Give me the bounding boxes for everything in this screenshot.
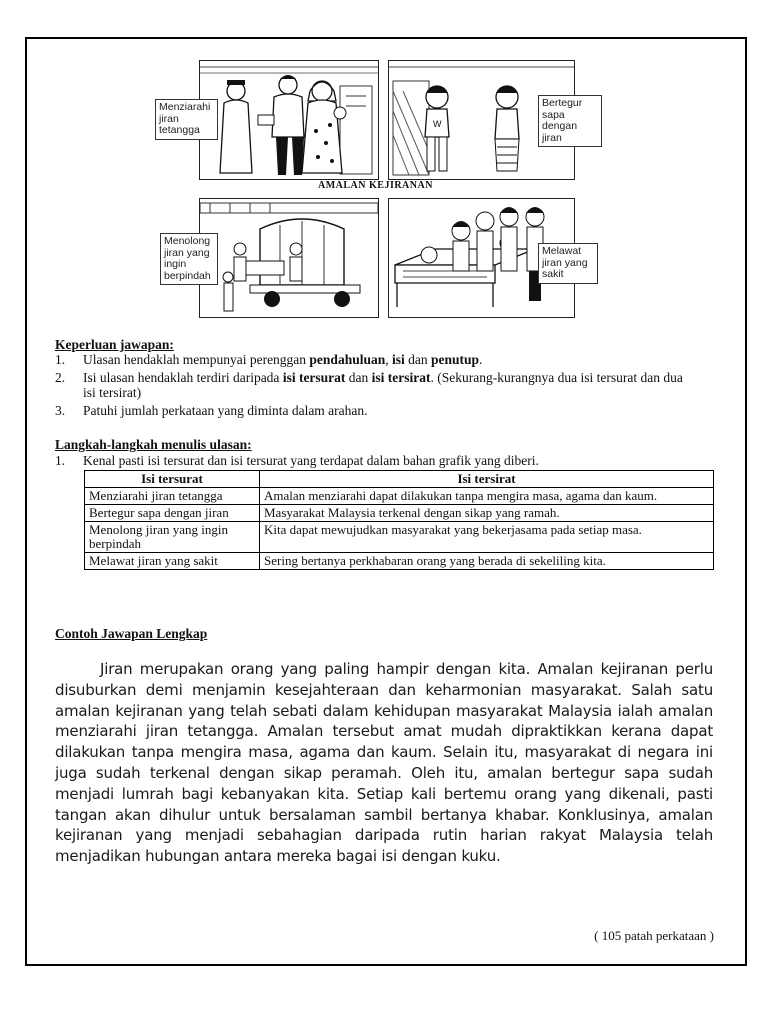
panel-menolong (199, 198, 379, 318)
illustration-move (200, 199, 378, 317)
keperluan-heading: Keperluan jawapan: (55, 337, 174, 352)
header-isi-tersurat: Isi tersurat (85, 471, 260, 488)
cell-tersirat: Masyarakat Malaysia terkenal dengan sikap yang ramah. (260, 505, 714, 522)
text-bold: isi tersurat (282, 370, 346, 385)
callout-melawat-text: Melawat jiran yang sakit (542, 245, 588, 280)
item-number: 3. (55, 403, 66, 418)
text-run: . (479, 352, 483, 367)
graphic-title: AMALAN KEJIRANAN (318, 180, 433, 191)
callout-menziarahi-text: Menziarahi jiran tetangga (159, 101, 211, 136)
keperluan-item-2 (55, 370, 695, 400)
callout-menolong-text: Menolong jiran yang ingin berpindah (164, 235, 211, 282)
header-isi-tersirat: Isi tersirat (260, 471, 714, 488)
cell-tersurat: Menziarahi jiran tetangga (85, 488, 260, 505)
panel-menziarahi (199, 60, 379, 180)
cell-tersirat: Kita dapat mewujudkan masyarakat yang bekerjasama pada setiap masa. (260, 522, 714, 553)
item-number: 2. (55, 370, 66, 385)
table-row (85, 488, 714, 505)
text-run: Isi ulasan hendaklah terdiri daripada (83, 370, 283, 385)
isi-table (84, 470, 714, 570)
keperluan-item-3 (55, 403, 695, 418)
cell-tersurat: Menolong jiran yang ingin berpindah (85, 522, 260, 553)
table-row (85, 553, 714, 570)
svg-text:W: W (433, 119, 442, 129)
contoh-paragraph: Jiran merupakan orang yang paling hampir dengan kita. Amalan kejiranan perlu disuburkan demi menjamin kesejahteraan dan keharmonian masyarakat. Salah satu amalan kejiranan yang telah sebati dalam kehidupan masyarakat Malaysia ialah amalan menziarahi jiran tetangga. Amalan tersebut amat mudah dipraktikkan kerana dapat dilakukan tanpa mengira masa, agama dan kaum. Selain itu, masyarakat di negara ini juga sudah terkenal dengan sikap peramah. Oleh itu, amalan bertegur sapa sudah menjadi lumrah bagi kebanyakan kita. Setiap kali bertemu orang yang dikenali, pasti tangan akan dihulur untuk bersalaman sambil bertanya khabar. Konklusinya, amalan kejiranan yang menjadi sebahagian daripada rutin harian rakyat Malaysia telah menjadikan hubungan antara mereka bagai isi dengan kuku. (55, 660, 713, 866)
text-run: Ulasan hendaklah mempunyai perenggan (83, 352, 310, 367)
illustration-visit (200, 61, 378, 179)
word-count: ( 105 patah perkataan ) (594, 928, 714, 943)
keperluan-item-1 (55, 352, 695, 367)
keperluan-list (55, 352, 695, 418)
cell-tersurat: Melawat jiran yang sakit (85, 553, 260, 570)
text-bold: penutup (431, 352, 480, 367)
langkah-list (55, 453, 695, 468)
text-bold: pendahuluan (309, 352, 386, 367)
text-bold: isi tersirat (371, 370, 431, 385)
text-run: dan (404, 352, 431, 367)
text-bold: isi (391, 352, 405, 367)
callout-menziarahi (155, 99, 218, 140)
text-run: . (Sekurang-kurangnya dua isi tersurat dan dua isi tersirat) (83, 370, 683, 400)
item-number: 1. (55, 453, 66, 468)
callout-menolong (160, 233, 218, 285)
table-row (85, 522, 714, 553)
table-row (85, 505, 714, 522)
contoh-heading: Contoh Jawapan Lengkap (55, 626, 208, 641)
langkah-heading: Langkah-langkah menulis ulasan: (55, 437, 252, 452)
callout-melawat (538, 243, 598, 284)
item-number: 1. (55, 352, 66, 367)
text-run: Patuhi jumlah perkataan yang diminta dalam arahan. (83, 403, 368, 418)
cell-tersurat: Bertegur sapa dengan jiran (85, 505, 260, 522)
callout-bertegur (538, 95, 602, 147)
cell-tersirat: Amalan menziarahi dapat dilakukan tanpa mengira masa, agama dan kaum. (260, 488, 714, 505)
callout-bertegur-text: Bertegur sapa dengan jiran (542, 97, 583, 144)
langkah-item-1 (55, 453, 695, 468)
text-run: dan (345, 370, 372, 385)
cell-tersirat: Sering bertanya perkhabaran orang yang berada di sekeliling kita. (260, 553, 714, 570)
text-run: Kenal pasti isi tersurat dan isi tersurat yang terdapat dalam bahan grafik yang diberi. (83, 453, 539, 468)
text-run: , (385, 352, 392, 367)
table-header-row (85, 471, 714, 488)
